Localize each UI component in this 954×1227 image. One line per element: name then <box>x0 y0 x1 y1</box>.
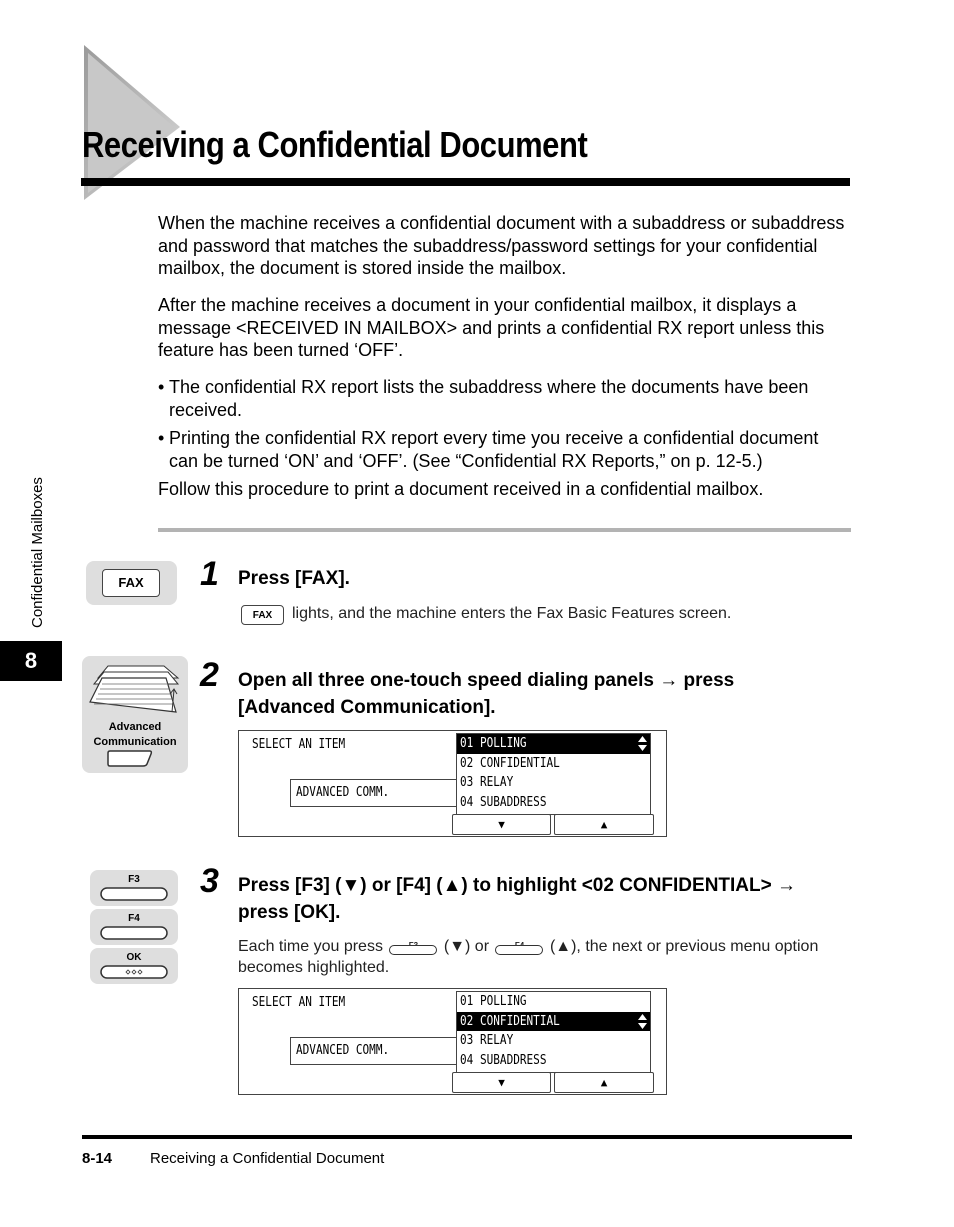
section-side-label: Confidential Mailboxes <box>29 477 46 628</box>
lcd-mode-box <box>290 779 460 807</box>
lcd-mode-label: ADVANCED COMM. <box>296 785 390 800</box>
intro-bullet-2: • Printing the confidential RX report every time you receive a confidential document can be turned ‘ON’ and ‘OFF’. (See “Confidential RX Reports,” on p. 12-5.) <box>158 427 852 472</box>
step-description-line2: becomes highlighted. <box>238 959 390 976</box>
scroll-arrows-icon <box>638 1014 647 1029</box>
footer-title: Receiving a Confidential Document <box>150 1150 385 1167</box>
advanced-communication-key-illustration <box>82 656 188 773</box>
intro-paragraph-2: After the machine receives a document in your confidential mailbox, it displays a message <RECEIVED IN MAILBOX> and prints a confidential RX report unless this feature has been turned ‘OFF’. <box>158 295 825 360</box>
f3-button-icon <box>100 887 168 901</box>
desc-part: (▼) or <box>443 938 490 955</box>
f3-inline-key-icon <box>387 937 439 955</box>
fax-key-face: FAX <box>102 569 160 597</box>
down-arrow-icon: ▼ <box>498 1076 505 1089</box>
lcd-title: SELECT AN ITEM <box>252 737 346 752</box>
lcd-screen <box>238 988 667 1095</box>
lcd-list-item[interactable]: 03 RELAY <box>460 1033 514 1048</box>
ok-key-illustration <box>90 948 178 984</box>
down-arrow-icon: ▼ <box>498 818 505 831</box>
step-number: 2 <box>200 656 219 694</box>
title-rule <box>81 178 850 186</box>
advanced-communication-button-icon <box>106 748 154 768</box>
lcd-mode-box <box>290 1037 460 1065</box>
lcd-item-list <box>456 991 651 1073</box>
lcd-list-item[interactable]: 04 SUBADDRESS <box>460 1052 547 1068</box>
f4-inline-key-icon <box>493 937 545 955</box>
chapter-tab: 8 <box>0 641 62 681</box>
intro-paragraph-1: When the machine receives a confidential document with a subaddress or subaddress and password that matches the subaddress/password settings for your confidential mailbox, the document is stored inside the mailbox. <box>158 213 845 278</box>
lcd-scroll-down-button[interactable] <box>452 1072 551 1093</box>
lcd-scroll-up-button[interactable] <box>554 814 654 835</box>
step-heading: Press [FAX]. <box>238 568 350 589</box>
one-touch-panels-icon <box>88 662 182 720</box>
fax-key-inline-icon: FAX <box>241 605 284 625</box>
lcd-scroll-up-button[interactable] <box>554 1072 654 1093</box>
lcd-mode-label: ADVANCED COMM. <box>296 1043 390 1058</box>
step-number: 1 <box>200 555 219 593</box>
lcd-list-item[interactable]: 01 POLLING <box>460 994 527 1009</box>
page-title: Receiving a Confidential Document <box>82 124 588 165</box>
step-heading-line1: Open all three one-touch speed dialing panels → press <box>238 670 735 691</box>
intro-bullet-1: • The confidential RX report lists the subaddress where the documents have been received. <box>158 376 852 421</box>
step-number: 3 <box>200 862 219 900</box>
advanced-communication-key-label-line2: Communication <box>93 736 177 748</box>
up-arrow-icon: ▲ <box>600 818 608 831</box>
lcd-list-item[interactable]: 02 CONFIDENTIAL <box>460 755 560 771</box>
f4-button-icon <box>100 926 168 940</box>
lcd-list-item[interactable]: 01 POLLING <box>457 734 650 754</box>
footer-rule <box>82 1135 852 1139</box>
intro-paragraph-3: Follow this procedure to print a document received in a confidential mailbox. <box>158 479 764 499</box>
fax-key-illustration <box>86 561 177 605</box>
section-divider <box>158 528 851 532</box>
lcd-list-item[interactable]: 04 SUBADDRESS <box>460 794 547 810</box>
f3-key-illustration <box>90 870 178 906</box>
step-description-line1 <box>238 936 818 957</box>
lcd-item-list <box>456 733 651 815</box>
ok-button-icon <box>100 965 168 979</box>
up-arrow-icon: ▲ <box>600 1076 608 1089</box>
step-description: lights, and the machine enters the Fax Basic Features screen. <box>292 605 732 622</box>
lcd-title: SELECT AN ITEM <box>252 995 346 1010</box>
step-heading-line2: press [OK]. <box>238 902 341 923</box>
step-heading-line1: Press [F3] (▼) or [F4] (▲) to highlight <02 CONFIDENTIAL> → <box>238 875 797 896</box>
lcd-list-item[interactable]: 03 RELAY <box>460 775 514 790</box>
desc-part: (▲), the next or previous menu option <box>549 938 819 955</box>
f3-key-label: F3 <box>128 874 140 885</box>
footer-page-number: 8-14 <box>82 1150 113 1167</box>
lcd-list-item[interactable]: 02 CONFIDENTIAL <box>457 1012 650 1032</box>
lcd-screen <box>238 730 667 837</box>
scroll-arrows-icon <box>638 736 647 751</box>
step-heading-line2: [Advanced Communication]. <box>238 697 496 718</box>
f4-key-illustration <box>90 909 178 945</box>
f4-key-label: F4 <box>128 913 140 924</box>
ok-key-label: OK <box>126 952 142 963</box>
lcd-scroll-down-button[interactable] <box>452 814 551 835</box>
desc-part: Each time you press <box>238 938 383 955</box>
advanced-communication-key-label-line1: Advanced <box>108 721 162 733</box>
